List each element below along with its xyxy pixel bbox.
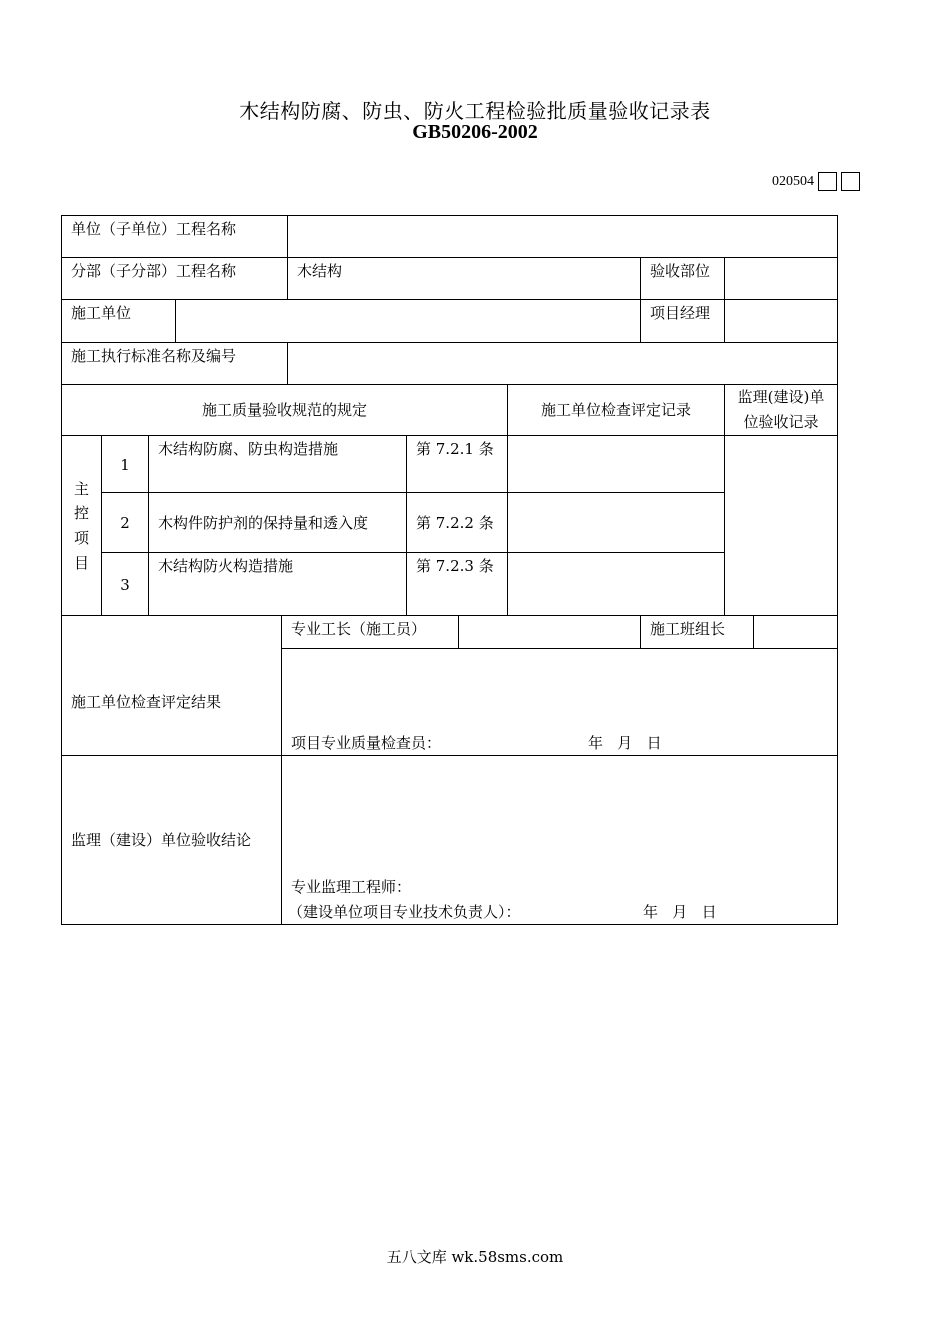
page-title: 木结构防腐、防虫、防火工程检验批质量验收记录表: [239, 99, 711, 123]
code-box-1[interactable]: [818, 172, 837, 191]
item-2-no: 2: [120, 514, 130, 532]
standard-value-cell[interactable]: [287, 342, 838, 385]
main-control-char-4: 目: [73, 554, 89, 572]
unit-project-value-cell[interactable]: [287, 215, 838, 258]
item-3-name: 木结构防火构造措施: [158, 557, 294, 575]
item-1-record-cell[interactable]: [507, 435, 725, 493]
contractor-result-label: 施工单位检查评定结果: [71, 693, 222, 711]
standard-code: GB50206-2002: [412, 121, 538, 143]
foreman-label: 专业工长（施工员）: [291, 620, 427, 638]
owner-tech-label: （建设单位项目专业技术负责人）：: [288, 903, 521, 921]
contractor-result-label-cell: [61, 615, 282, 756]
contractor-value-cell[interactable]: [175, 299, 641, 343]
item-2-record-cell[interactable]: [507, 492, 725, 553]
footer-watermark: 五八文库 wk.58sms.com: [386, 1248, 564, 1266]
project-manager-value-cell[interactable]: [724, 299, 838, 343]
code-box-2[interactable]: [841, 172, 860, 191]
form-code-text: 020504: [772, 173, 814, 189]
item-3-no: 3: [120, 576, 130, 594]
item-1-name: 木结构防腐、防虫构造措施: [158, 440, 339, 458]
main-control-char-3: 项: [73, 529, 89, 547]
team-leader-label: 施工班组长: [650, 620, 726, 638]
supervisor-date: 年 月 日: [643, 903, 717, 921]
item-2-name: 木构件防护剂的保持量和透入度: [158, 514, 369, 532]
item-1-no: 1: [120, 456, 130, 474]
project-manager-label: 项目经理: [650, 304, 711, 322]
main-control-char-2: 控: [73, 504, 89, 522]
contractor-label: 施工单位: [71, 304, 132, 322]
item-2-clause: 第 7.2.2 条: [416, 514, 494, 532]
supervisor-result-body-cell[interactable]: [281, 755, 838, 925]
contractor-record-header: 施工单位检查评定记录: [540, 401, 691, 419]
inspector-label: 项目专业质量检查员：: [291, 734, 442, 752]
supervisor-engineer-label: 专业监理工程师：: [291, 878, 412, 896]
supervisor-record-header-line2: 位验收记录: [743, 413, 819, 431]
standard-label: 施工执行标准名称及编号: [71, 347, 237, 365]
acceptance-part-value-cell[interactable]: [724, 257, 838, 300]
team-leader-value-cell[interactable]: [753, 615, 838, 649]
acceptance-part-label: 验收部位: [650, 262, 711, 280]
item-3-record-cell[interactable]: [507, 552, 725, 616]
supervisor-result-label: 监理（建设）单位验收结论: [71, 831, 252, 849]
foreman-value-cell[interactable]: [458, 615, 641, 649]
supervisor-record-header-line1: 监理(建设)单: [737, 388, 825, 406]
item-1-clause: 第 7.2.1 条: [416, 440, 494, 458]
sub-project-label: 分部（子分部）工程名称: [71, 262, 237, 280]
main-control-char-1: 主: [73, 480, 89, 498]
main-control-label-cell: [61, 435, 102, 616]
unit-project-label: 单位（子单位）工程名称: [71, 220, 237, 238]
form-code: [772, 172, 860, 191]
spec-header: 施工质量验收规范的规定: [201, 401, 367, 419]
contractor-date: 年 月 日: [588, 734, 662, 752]
sub-project-value: 木结构: [297, 262, 343, 280]
supervisor-record-cell[interactable]: [724, 435, 838, 616]
item-3-clause: 第 7.2.3 条: [416, 557, 494, 575]
